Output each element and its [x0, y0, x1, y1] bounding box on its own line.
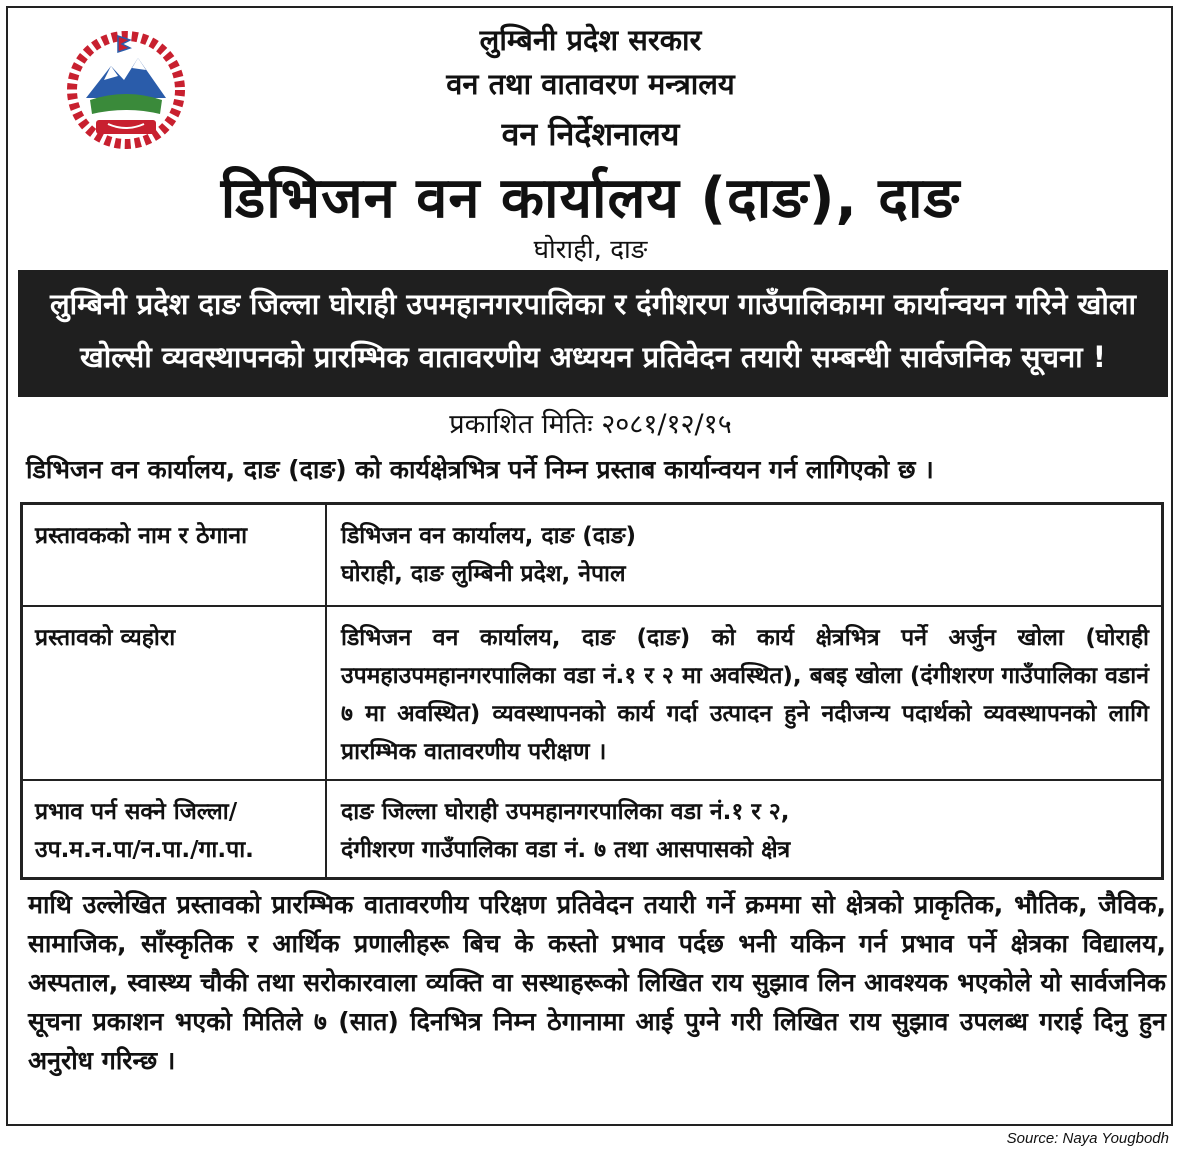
banner-line-2: खोल्सी व्यवस्थापनको प्रारम्भिक वातावरणीय अध्ययन प्रतिवेदन तयारी सम्बन्धी सार्वजनिक सूचना ! — [79, 340, 1107, 374]
directorate-name: वन निर्देशनालय — [501, 115, 680, 153]
notice-body-paragraph: माथि उल्लेखित प्रस्तावको प्रारम्भिक वातावरणीय परिक्षण प्रतिवेदन तयारी गर्ने क्रममा सो क्षेत्रको प्राकृतिक, भौतिक, जैविक, सामाजिक, साँस्कृतिक र आर्थिक प्रणालीहरू बिच के कस्तो प्रभाव पर्दछ भनी यकिन गर्न प्रभाव पर्ने क्षेत्रका विद्यालय, अस्पताल, स्वास्थ्य चौकी तथा सरोकारवाला व्यक्ति वा सस्थाहरूको लिखित राय सुझाव लिन आवश्यक भएकोले यो सार्वजनिक सूचना प्रकाशन भएको मितिले ७ (सात) दिनभित्र निम्न ठेगानामा आई पुग्ने गरी लिखित राय सुझाव उपलब्ध गराई दिनु हुन अनुरोध गरिन्छ । — [28, 890, 1166, 1075]
office-title: डिभिजन वन कार्यालय (दाङ), दाङ — [220, 166, 961, 231]
table-row — [22, 606, 1163, 780]
government-name: लुम्बिनी प्रदेश सरकार — [479, 23, 702, 57]
intro-text: डिभिजन वन कार्यालय, दाङ (दाङ) को कार्यक्षेत्रभित्र पर्ने निम्न प्रस्ताब कार्यान्वयन गर्न लागिएको छ । — [26, 455, 934, 484]
affected-area-line-1: दाङ जिल्ला घोराही उपमहानगरपालिका वडा नं.१ र २, — [341, 799, 790, 825]
proposal-detail-value: डिभिजन वन कार्यालय, दाङ (दाङ) को कार्य क्षेत्रभित्र पर्ने अर्जुन खोला (घोराही उपमहाउपमहानगरपालिका वडा नं.१ र २ मा अवस्थित), बबइ खोला (दंगीशरण गाउँपालिका वडानं ७ मा अवस्थित) व्यवस्थापनको कार्य गर्दा उत्पादन हुने नदीजन्य पदार्थको व्यवस्थापनको लागि प्रारम्भिक वातावरणीय परीक्षण । — [326, 606, 1163, 780]
banner-line-1: लुम्बिनी प्रदेश दाङ जिल्ला घोराही उपमहानगरपालिका र दंगीशरण गाउँपालिकामा कार्यान्वयन गरिने खोला — [49, 287, 1137, 321]
ministry-name: वन तथा वातावरण मन्त्रालय — [446, 67, 735, 101]
table-row — [22, 504, 1163, 607]
proposer-value — [326, 504, 1163, 607]
source-credit: Source: Naya Yougbodh — [1006, 1130, 1169, 1147]
proposal-detail-label: प्रस्तावको व्यहोरा — [22, 606, 327, 780]
published-date: प्रकाशित मितिः २०८१/१२/१५ — [449, 409, 732, 440]
affected-area-label-line-2: उप.म.न.पा/न.पा./गा.पा. — [35, 837, 254, 863]
proposal-info-table — [20, 502, 1164, 880]
notice-title-banner — [18, 270, 1168, 397]
affected-area-label — [22, 780, 327, 879]
proposer-name: डिभिजन वन कार्यालय, दाङ (दाङ) — [341, 523, 637, 549]
proposer-label: प्रस्तावकको नाम र ठेगाना — [22, 504, 327, 607]
proposer-address: घोराही, दाङ लुम्बिनी प्रदेश, नेपाल — [341, 561, 626, 587]
affected-area-line-2: दंगीशरण गाउँपालिका वडा नं. ७ तथा आसपासको क्षेत्र — [341, 837, 791, 863]
affected-area-label-line-1: प्रभाव पर्न सक्ने जिल्ला/ — [35, 799, 238, 825]
office-location: घोराही, दाङ — [533, 235, 648, 265]
table-row — [22, 780, 1163, 879]
affected-area-value — [326, 780, 1163, 879]
